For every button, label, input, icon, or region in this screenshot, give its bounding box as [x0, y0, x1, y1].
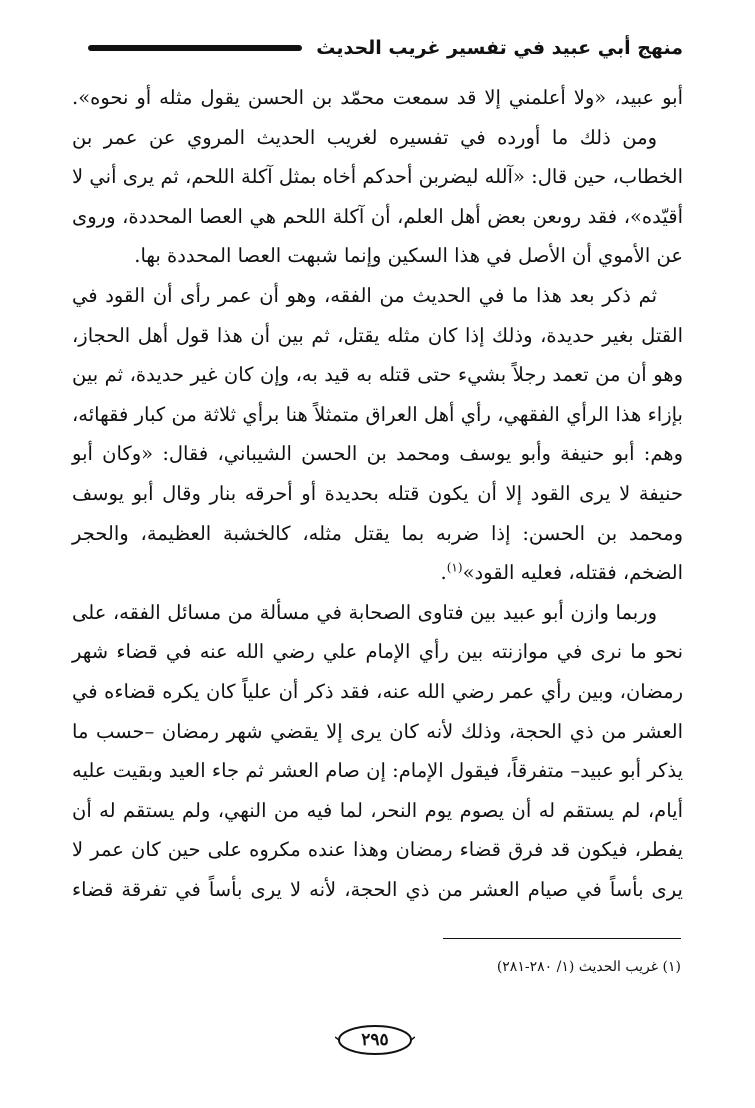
- page-number: [335, 1023, 415, 1057]
- paragraph-3: ثم ذكر بعد هذا ما في الحديث من الفقه، وهو أن عمر رأى أن القود في القتل بغير حديدة، وذلك إذا كان مثله يقتل، ثم بين أن هذا قول أهل الحجاز، وهو أن من تعمد رجلاً بشيء حتى قتله به قيد به، وإن كان غير حديدة، ثم بين بإزاء هذا الرأي الفقهي، رأي أهل العراق متمثلاً هنا برأي ثلاثة من كبار فقهائه، وهم: أبو حنيفة وأبو يوسف ومحمد بن الحسن الشيباني، فقال: «وكان أبو حنيفة لا يرى القود إلا أن يكون قتله بحديدة أو أحرقه بنار وقال أبو يوسف ومحمد بن الحسن: إذا ضربه بما يقتل مثله، كالخشبة العظيمة، والحجر الضخم، فقتله، فعليه القود»$^{(١)}$.: [72, 283, 683, 585]
- running-header: [88, 30, 683, 66]
- page-number-label: ٢٩٥: [361, 1030, 389, 1050]
- header-rule: [88, 45, 302, 51]
- footnote-reference: (١): [446, 560, 463, 575]
- paragraph-1: أبو عبيد، «ولا أعلمني إلا قد سمعت محمّد بن الحسن يقول مثله أو نحوه».: [72, 86, 683, 109]
- paragraph-2: ومن ذلك ما أورده في تفسيره لغريب الحديث المروي عن عمر بن الخطاب، حين قال: «آلله ليضربن أحدكم أخاه بمثل آكلة اللحم، ثم يرى أني لا أقيّده»، فقد روىعن بعض أهل العلم، أن آكلة اللحم هي العصا المحددة، وروى عن الأموي أن الأصل في هذا السكين وإنما شبهت العصا المحددة بها.: [72, 125, 683, 268]
- body-text: [72, 78, 683, 909]
- footnote-divider: [443, 938, 681, 939]
- footnote: (١) غريب الحديث (١/ ٢٨٠-٢٨١): [496, 959, 681, 975]
- header-title: منهج أبي عبيد في تفسير غريب الحديث: [316, 37, 683, 59]
- paragraph-4: وربما وازن أبو عبيد بين فتاوى الصحابة في مسألة من مسائل الفقه، على نحو ما نرى في موازنته بين رأي الإمام علي رضي الله عنه في قضاء شهر رمضان، وبين رأي عمر رضي الله عنه، فقد ذكر أن علياً كان يكره قضاءه في العشر من ذي الحجة، وذلك لأنه كان يرى إلا يقضي شهر رمضان –حسب ما يذكر أبو عبيد– متفرقاً، فيقول الإمام: إن صام العشر ثم جاء العيد وبقيت عليه أيام، لم يستقم له أن يصوم يوم النحر، لما فيه من النهي، ولم يستقم له أن يفطر، فيكون قد فرق قضاء رمضان وهذا عنده مكروه على حين كان عمر لا يرى بأساً في صيام العشر من ذي الحجة، لأنه لا يرى بأساً في تفرقة قضاء: [72, 600, 683, 901]
- paragraph-3-text: ثم ذكر بعد هذا ما في الحديث من الفقه، وهو أن عمر رأى أن القود في القتل بغير حديدة، وذلك إذا كان مثله يقتل، ثم بين أن هذا قول أهل الحجاز، وهو أن من تعمد رجلاً بشيء حتى قتله به قيد به، وإن كان غير حديدة، ثم بين بإزاء هذا الرأي الفقهي، رأي أهل العراق متمثلاً هنا برأي ثلاثة من كبار فقهائه، وهم: أبو حنيفة وأبو يوسف ومحمد بن الحسن الشيباني، فقال: «وكان أبو حنيفة لا يرى القود إلا أن يكون قتله بحديدة أو أحرقه بنار وقال أبو يوسف ومحمد بن الحسن: إذا ضربه بما يقتل مثله، كالخشبة العظيمة، والحجر الضخم، فقتله، فعليه القود»: [72, 283, 683, 585]
